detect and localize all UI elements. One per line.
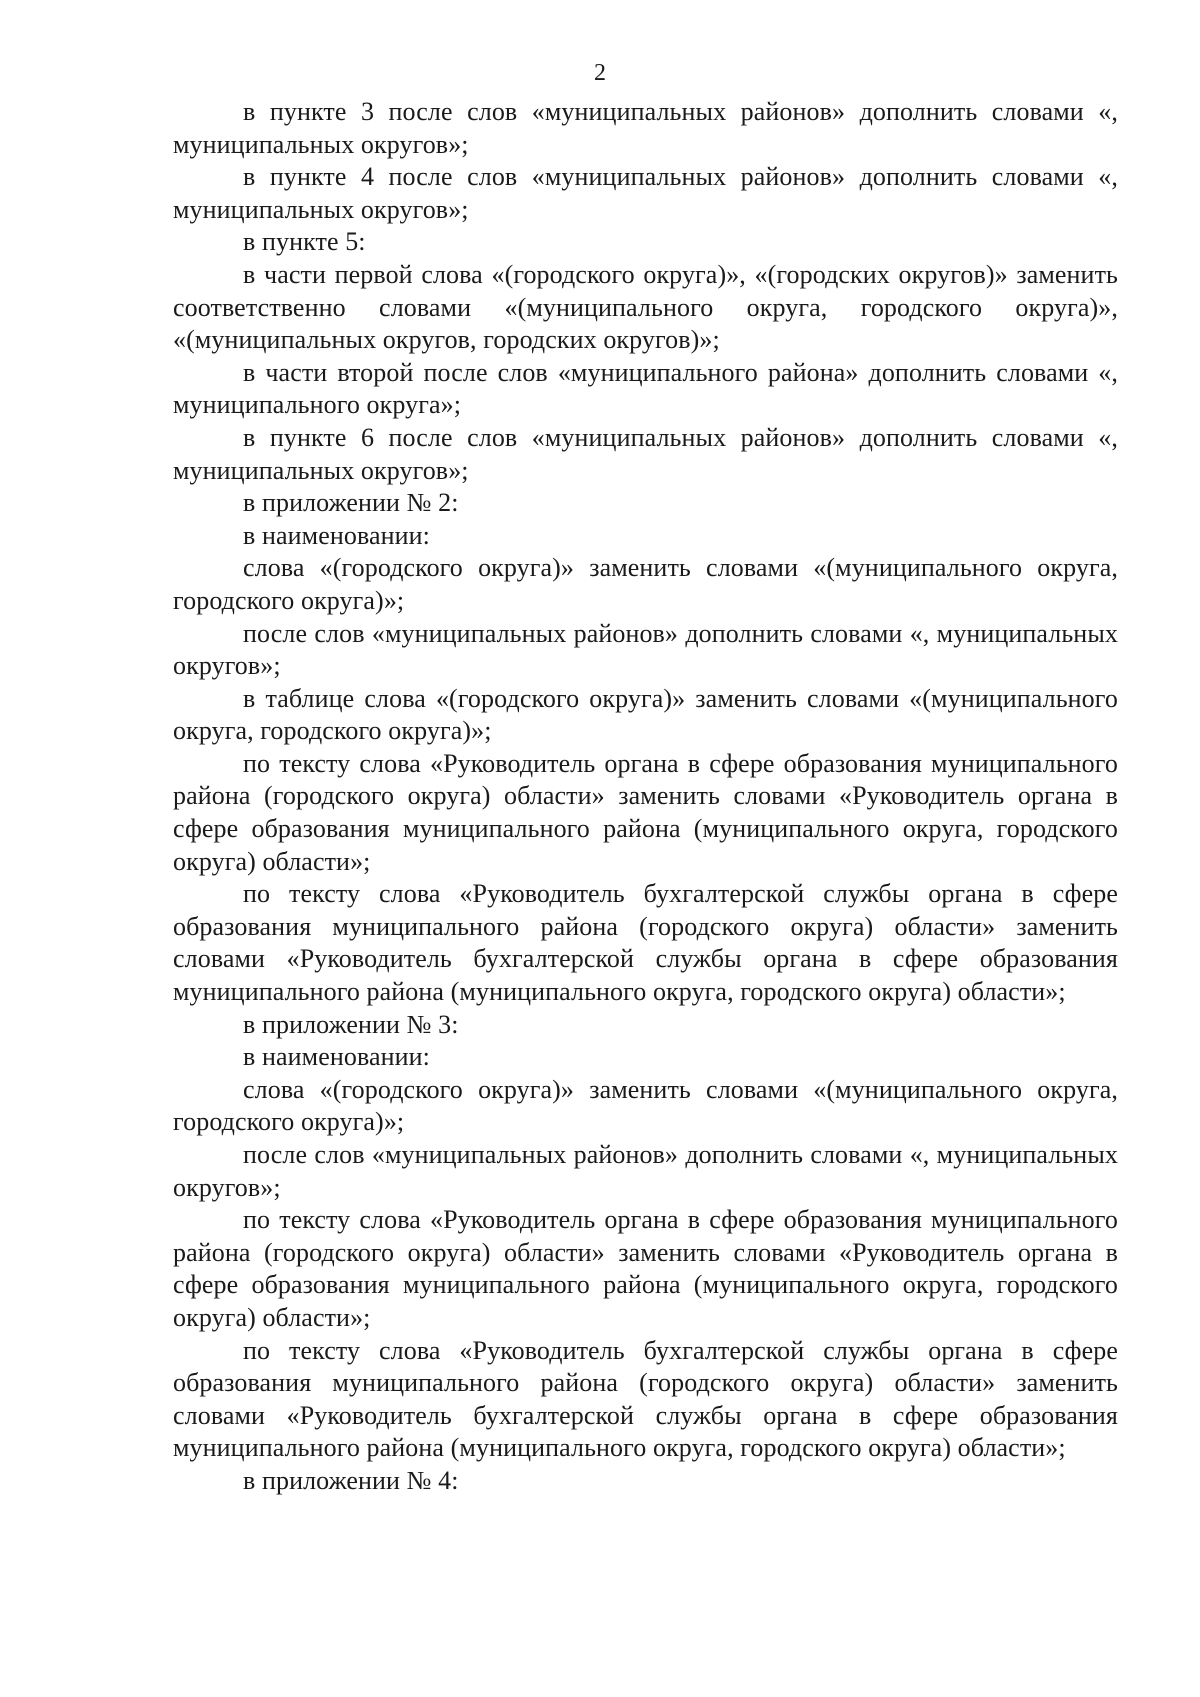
document-body <box>173 96 1118 1498</box>
paragraph: в части первой слова «(городского округа)», «(городских округов)» заменить соответственно словами «(муниципального округа, городского округа)», «(муниципальных округов, городских округов)»; <box>173 259 1118 355</box>
paragraph: по тексту слова «Руководитель органа в сфере образования муниципального района (городского округа) области» заменить словами «Руководитель органа в сфере образования муниципального района (муниципального округа, городского округа) области»; <box>173 748 1118 876</box>
paragraph: в части второй после слов «муниципального района» дополнить словами «, муниципального округа»; <box>173 357 1118 420</box>
paragraph: после слов «муниципальных районов» дополнить словами «, муниципальных округов»; <box>173 1140 1118 1202</box>
paragraph: в таблице слова «(городского округа)» заменить словами «(муниципального округа, городского округа)»; <box>173 683 1118 746</box>
paragraph: в пункте 6 после слов «муниципальных районов» дополнить словами «, муниципальных округов»; <box>173 422 1118 485</box>
paragraph: в пункте 3 после слов «муниципальных районов» дополнить словами «, муниципальных округов»; <box>173 97 1118 159</box>
paragraph: в наименовании: <box>243 1042 430 1072</box>
paragraph: в пункте 4 после слов «муниципальных районов» дополнить словами «, муниципальных округов»; <box>173 162 1118 224</box>
paragraph: в приложении № 4: <box>243 1465 459 1495</box>
paragraph: по тексту слова «Руководитель бухгалтерской службы органа в сфере образования муниципального района (городского округа) области» заменить словами «Руководитель бухгалтерской службы органа в сфере образования муниципального района (муниципального округа, городского округа) области»; <box>173 879 1118 1007</box>
paragraph: в наименовании: <box>243 520 430 550</box>
paragraph: в пункте 5: <box>243 227 366 257</box>
paragraph: слова «(городского округа)» заменить словами «(муниципального округа, городского округа)»; <box>173 1074 1118 1137</box>
paragraph: по тексту слова «Руководитель бухгалтерской службы органа в сфере образования муниципального района (городского округа) области» заменить словами «Руководитель бухгалтерской службы органа в сфере образования муниципального района (муниципального округа, городского округа) области»; <box>173 1335 1118 1463</box>
paragraph: в приложении № 3: <box>243 1009 459 1039</box>
page-number: 2 <box>594 60 606 86</box>
paragraph: в приложении № 2: <box>243 488 459 518</box>
paragraph: по тексту слова «Руководитель органа в сфере образования муниципального района (городского округа) области» заменить словами «Руководитель органа в сфере образования муниципального района (муниципального округа, городского округа) области»; <box>173 1205 1118 1332</box>
paragraph: после слов «муниципальных районов» дополнить словами «, муниципальных округов»; <box>173 618 1118 681</box>
paragraph: слова «(городского округа)» заменить словами «(муниципального округа, городского округа)»; <box>173 553 1118 615</box>
